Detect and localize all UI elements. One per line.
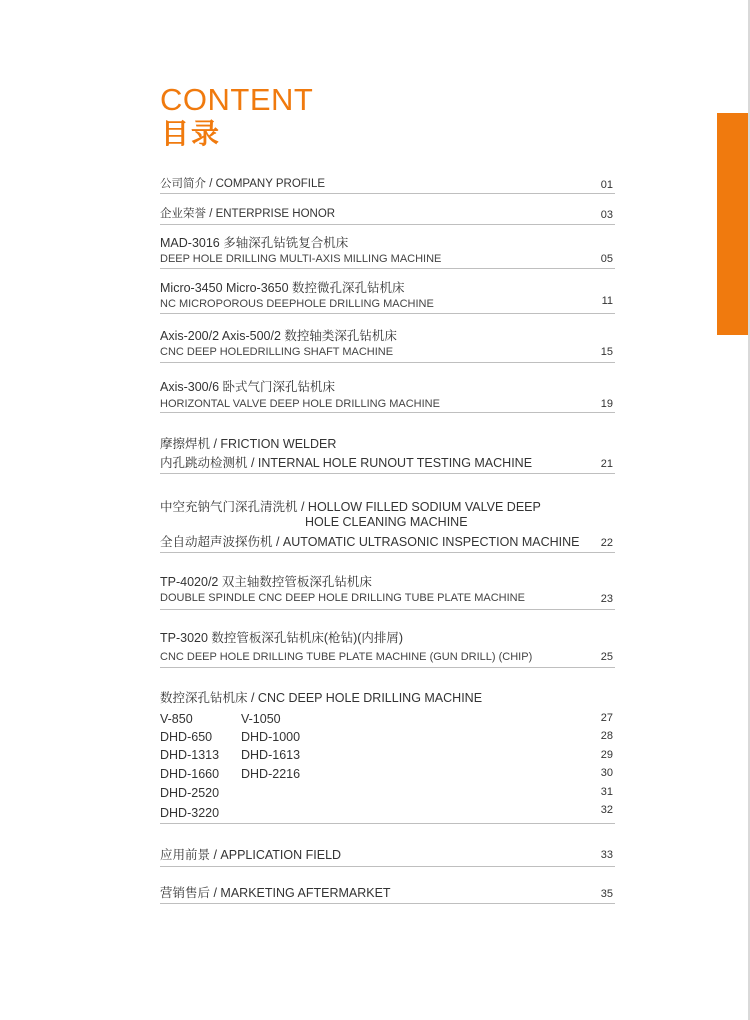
toc-divider (160, 552, 615, 553)
toc-entry-tp-3020-en: CNC DEEP HOLE DRILLING TUBE PLATE MACHINE (GUN DRILL) (CHIP) (160, 651, 533, 663)
toc-page-number: 35 (600, 888, 613, 900)
toc-page-number: 15 (600, 346, 613, 358)
model-label[interactable]: DHD-1313 (160, 748, 220, 762)
toc-entry-friction-welder[interactable]: 摩擦焊机 / FRICTION WELDER (160, 437, 337, 451)
toc-entry-ultrasonic-inspection[interactable]: 全自动超声波探伤机 / AUTOMATIC ULTRASONIC INSPECTION MACHINE (160, 535, 580, 549)
model-label[interactable]: DHD-1000 (241, 730, 301, 744)
toc-entry-hollow-valve-cleaning[interactable]: 中空充钠气门深孔清洗机 / HOLLOW FILLED SODIUM VALVE DEEP (160, 500, 541, 514)
toc-entry-runout-testing[interactable]: 内孔跳动检测机 / INTERNAL HOLE RUNOUT TESTING MACHINE (160, 456, 533, 470)
toc-page-number: 01 (600, 179, 613, 191)
toc-divider (160, 362, 615, 363)
toc-entry-tp-4020[interactable]: TP-4020/2 双主轴数控管板深孔钻机床 (160, 575, 372, 589)
model-label[interactable]: DHD-650 (160, 730, 213, 744)
toc-divider (160, 313, 615, 314)
model-label[interactable]: DHD-3220 (160, 806, 220, 820)
model-label[interactable]: DHD-1613 (241, 748, 301, 762)
toc-entry-mad-3016-en: DEEP HOLE DRILLING MULTI-AXIS MILLING MACHINE (160, 253, 442, 265)
toc-entry-company-profile[interactable]: 公司简介 / COMPANY PROFILE (160, 178, 326, 190)
toc-entry-enterprise-honor[interactable]: 企业荣誉 / ENTERPRISE HONOR (160, 208, 336, 220)
toc-entry-cnc-deep-hole[interactable]: 数控深孔钻机床 / CNC DEEP HOLE DRILLING MACHINE (160, 691, 483, 705)
toc-entry-axis-200[interactable]: Axis-200/2 Axis-500/2 数控轴类深孔钻机床 (160, 329, 397, 343)
toc-divider (160, 609, 615, 610)
toc-entry-axis-200-en: CNC DEEP HOLEDRILLING SHAFT MACHINE (160, 346, 394, 358)
toc-page-number: 19 (600, 398, 613, 410)
toc-divider (160, 473, 615, 474)
toc-divider (160, 866, 615, 867)
toc-page-number: 32 (600, 804, 613, 816)
toc-page-number: 28 (600, 730, 613, 742)
model-label[interactable]: DHD-2216 (241, 767, 301, 781)
toc-entry-tp-3020[interactable]: TP-3020 数控管板深孔钻机床(枪钻)(内排屑) (160, 631, 404, 645)
toc-entry-axis-300-en: HORIZONTAL VALVE DEEP HOLE DRILLING MACHINE (160, 398, 440, 410)
page-title-cn: 目录 (161, 118, 222, 149)
toc-page-number: 30 (600, 767, 613, 779)
page-title-en: CONTENT (160, 82, 314, 117)
toc-page-number: 05 (600, 253, 613, 265)
toc-page-number: 27 (600, 712, 613, 724)
model-label[interactable]: V-850 (160, 712, 193, 726)
model-label[interactable]: DHD-2520 (160, 786, 220, 800)
toc-divider (160, 268, 615, 269)
toc-divider (160, 667, 615, 668)
toc-page-number: 29 (600, 749, 613, 761)
toc-entry-hollow-valve-cleaning-cont: HOLE CLEANING MACHINE (305, 515, 468, 529)
toc-entry-micro-en: NC MICROPOROUS DEEPHOLE DRILLING MACHINE (160, 298, 434, 310)
toc-page-number: 31 (600, 786, 613, 798)
toc-page-number: 22 (600, 537, 613, 549)
toc-page-number: 21 (600, 458, 613, 470)
side-color-tab (717, 113, 748, 335)
toc-entry-mad-3016[interactable]: MAD-3016 多轴深孔钻铣复合机床 (160, 236, 349, 250)
toc-page-number: 25 (600, 651, 613, 663)
toc-entry-micro[interactable]: Micro-3450 Micro-3650 数控微孔深孔钻机床 (160, 281, 405, 295)
toc-page-number: 23 (600, 593, 613, 605)
toc-divider (160, 224, 615, 225)
toc-page-number: 33 (600, 849, 613, 861)
model-label[interactable]: DHD-1660 (160, 767, 220, 781)
model-label[interactable]: V-1050 (241, 712, 281, 726)
toc-divider (160, 823, 615, 824)
toc-entry-tp-4020-en: DOUBLE SPINDLE CNC DEEP HOLE DRILLING TUBE PLATE MACHINE (160, 592, 525, 604)
toc-page-number: 03 (600, 209, 613, 221)
toc-divider (160, 903, 615, 904)
toc-entry-application-field[interactable]: 应用前景 / APPLICATION FIELD (160, 848, 342, 862)
toc-divider (160, 193, 615, 194)
toc-entry-axis-300[interactable]: Axis-300/6 卧式气门深孔钻机床 (160, 380, 336, 394)
toc-entry-marketing-aftermarket[interactable]: 营销售后 / MARKETING AFTERMARKET (160, 886, 391, 900)
toc-page-number: 11 (601, 295, 613, 307)
toc-divider (160, 412, 615, 413)
